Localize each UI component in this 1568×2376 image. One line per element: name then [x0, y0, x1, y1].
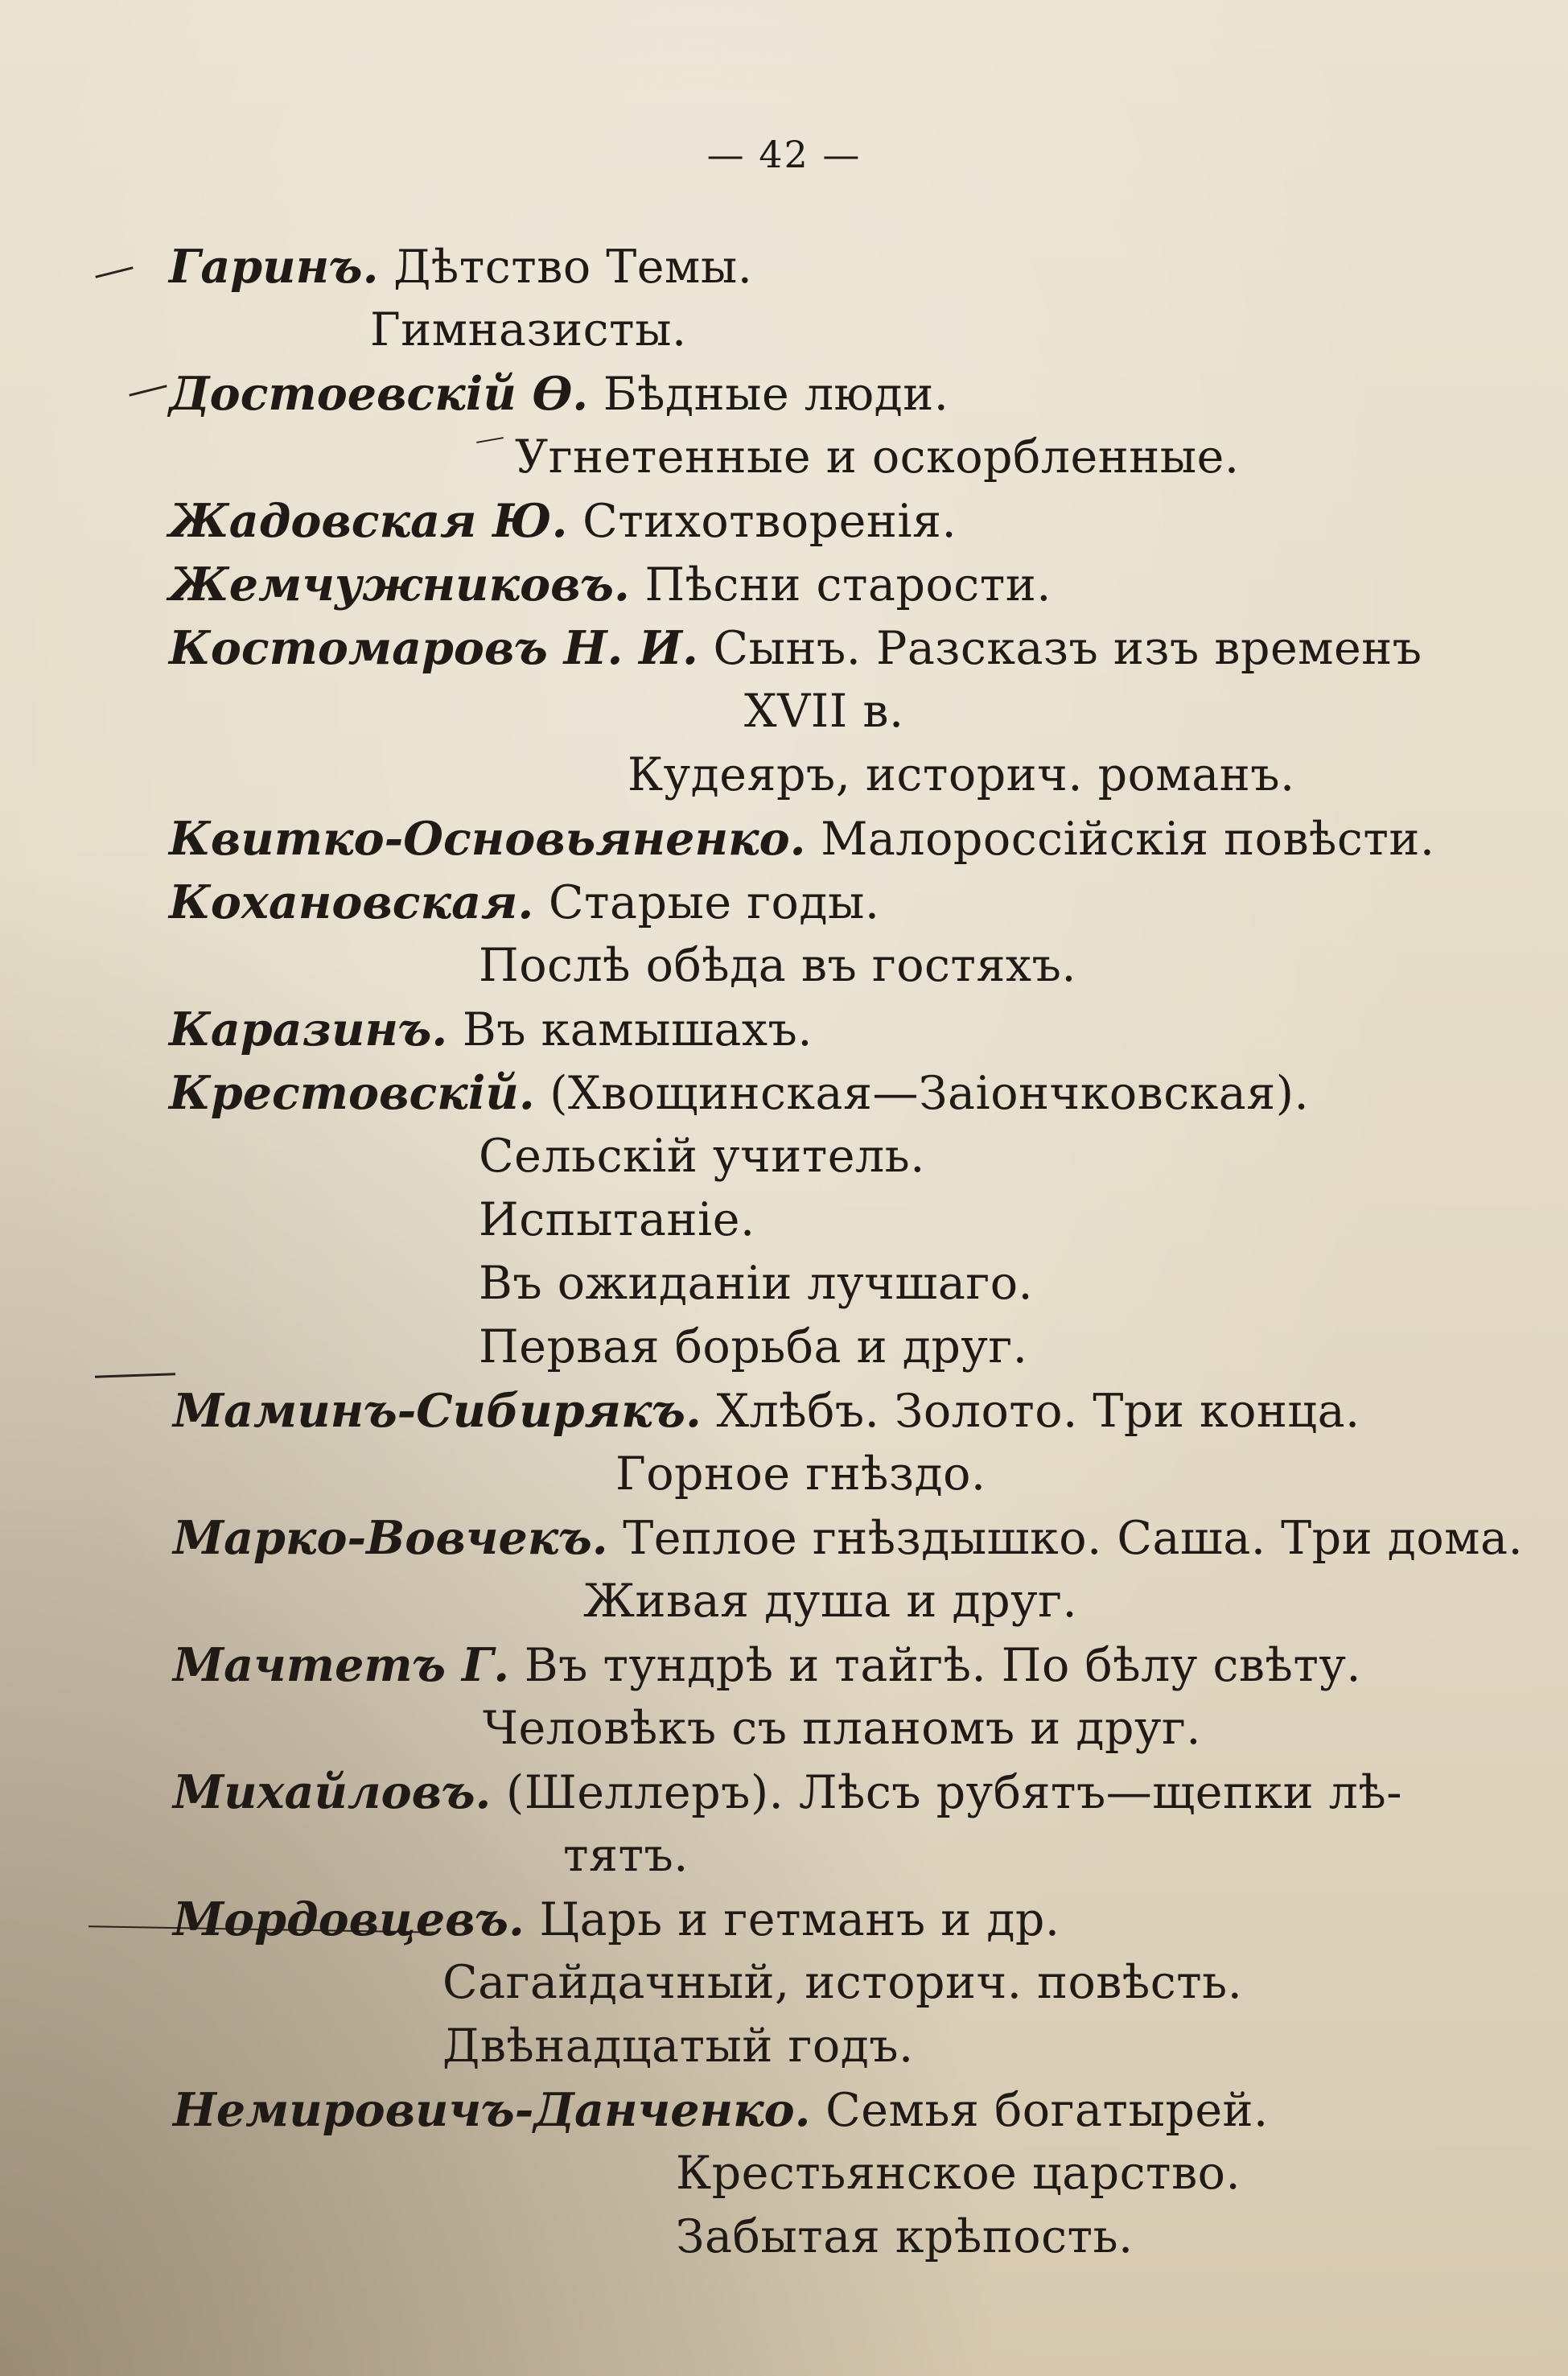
pencil-mark [95, 266, 133, 278]
entry-line [370, 303, 687, 356]
work-title: Первая борьба и друг. [479, 1320, 1028, 1373]
page-number: — 42 — [706, 133, 862, 176]
entry-line [479, 1257, 1034, 1310]
entry-line [173, 1765, 1403, 1819]
author-name: Михайловъ. [173, 1765, 492, 1819]
work-title: Крестьянское царство. [676, 2147, 1241, 2200]
entry-line [169, 1066, 1310, 1120]
entry-line [173, 1638, 1362, 1692]
work-title: Человѣкъ съ планомъ и друг. [483, 1702, 1202, 1755]
work-title: Въ ожиданіи лучшаго. [479, 1257, 1034, 1310]
work-title: Въ тундрѣ и тайгѣ. По бѣлу свѣту. [524, 1639, 1362, 1692]
work-title: Семья богатырей. [825, 2084, 1269, 2137]
entry-line [169, 621, 1422, 675]
entry-line [583, 1575, 1078, 1628]
work-title: тятъ. [563, 1829, 689, 1882]
author-name: Гаринъ. [169, 240, 379, 294]
work-title: Сынъ. Разсказъ изъ временъ [713, 622, 1422, 675]
work-title: Забытая крѣпость. [676, 2210, 1134, 2263]
author-name: Жемчужниковъ. [169, 558, 630, 612]
work-title: Угнетенные и оскорбленные. [515, 430, 1240, 484]
author-name: Немировичъ-Данченко. [173, 2083, 811, 2137]
author-name: Каразинъ. [169, 1003, 448, 1056]
entry-line [173, 1384, 1360, 1438]
work-title: Царь и гетманъ и др. [539, 1893, 1060, 1946]
entry-line [483, 1702, 1202, 1755]
author-name: Маминъ-Сибирякъ. [173, 1384, 702, 1438]
work-title: Хлѣбъ. Золото. Три конца. [716, 1385, 1360, 1438]
work-title: Послѣ обѣда въ гостяхъ. [479, 939, 1076, 992]
work-title: Малороссійскія повѣсти. [821, 813, 1435, 866]
entry-line [479, 1130, 925, 1183]
author-name: Костомаровъ Н. И. [169, 621, 698, 675]
work-title: Стихотворенія. [582, 495, 957, 548]
entry-line [479, 939, 1076, 992]
work-title: Сагайдачный, историч. повѣсть. [442, 1956, 1243, 2009]
entry-line [628, 748, 1295, 801]
entry-line [169, 558, 1052, 612]
author-name: Жадовская Ю. [169, 494, 568, 548]
work-title: Живая душа и друг. [583, 1575, 1078, 1628]
author-name: Мачтетъ Г. [173, 1638, 510, 1692]
entry-line [615, 1447, 986, 1501]
entry-line [676, 2147, 1241, 2200]
work-title: Старые годы. [548, 876, 880, 929]
work-title: (Хвощинская—Заіончковская). [549, 1067, 1310, 1120]
entry-line [169, 812, 1435, 866]
entry-line [442, 2020, 914, 2073]
work-title: Кудеяръ, историч. романъ. [628, 748, 1295, 801]
author-name: Мордовцевъ. [173, 1892, 525, 1946]
author-name: Квитко-Основьяненко. [169, 812, 806, 866]
entry-line [169, 1003, 813, 1056]
entry-line [442, 1956, 1243, 2009]
entry-line [173, 1511, 1524, 1565]
entry-line [563, 1829, 689, 1882]
author-name: Кохановская. [169, 875, 534, 929]
work-title: Пѣсни старости. [644, 558, 1052, 612]
entry-line [676, 2210, 1134, 2263]
pencil-mark [129, 385, 167, 397]
work-title: (Шеллеръ). Лѣсъ рубятъ—щепки лѣ- [505, 1766, 1403, 1819]
author-name: Крестовскій. [169, 1066, 535, 1120]
entry-line [479, 1320, 1028, 1373]
entry-line [744, 685, 904, 738]
entry-line [173, 2083, 1269, 2137]
work-title: XVII в. [744, 685, 904, 738]
pencil-mark [476, 437, 504, 443]
work-title: Горное гнѣздо. [615, 1447, 986, 1501]
work-title: Теплое гнѣздышко. Саша. Три дома. [623, 1512, 1524, 1565]
author-name: Марко-Вовчекъ. [173, 1511, 608, 1565]
work-title: Сельскій учитель. [479, 1130, 925, 1183]
work-title: Двѣнадцатый годъ. [442, 2020, 914, 2073]
entry-line [169, 367, 949, 421]
entry-line [173, 1892, 1060, 1946]
work-title: Бѣдные люди. [603, 368, 949, 421]
entry-line [479, 1193, 755, 1246]
work-title: Испытаніе. [479, 1193, 755, 1246]
work-title: Дѣтство Темы. [393, 241, 753, 294]
entry-line [169, 240, 753, 294]
entry-line [169, 875, 880, 929]
work-title: Гимназисты. [370, 303, 687, 356]
author-name: Достоевскій Ѳ. [169, 367, 589, 421]
entry-line [169, 494, 957, 548]
entry-line [515, 430, 1240, 484]
pencil-mark [95, 1373, 175, 1377]
work-title: Въ камышахъ. [462, 1003, 813, 1056]
